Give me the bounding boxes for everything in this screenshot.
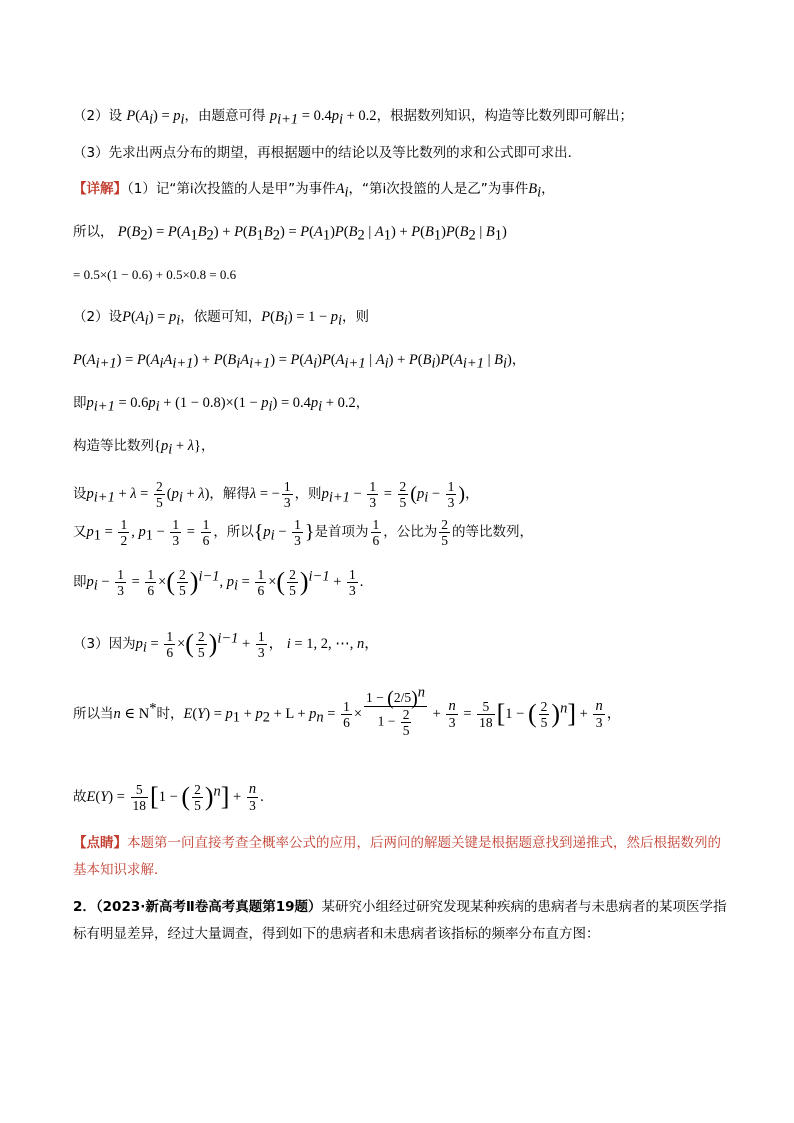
text: ，“第i次投篮的人是乙”为事件 (348, 181, 529, 197)
text: 故 (73, 789, 87, 805)
question-source: （2023·新高考Ⅱ卷高考真题第19题） (95, 899, 322, 915)
text: ， (541, 181, 555, 197)
text: ，根据数列知识，构造等比数列即可解出； (376, 108, 634, 124)
text: ，则 (342, 309, 370, 325)
text: ，解得 (209, 486, 250, 502)
text: 即 (73, 395, 87, 411)
solution-line-2: （2）设 $P(A_i) = p_i$，由题意可得 $p_{i+1} = 0.4p_i + 0.2$，根据数列知识，构造等比数列即可解出； (73, 108, 634, 128)
text: （2）设 (73, 108, 123, 124)
text: 又 (73, 524, 87, 540)
question-number: 2． (73, 899, 96, 915)
text: ， (465, 486, 479, 502)
text: ，所以 (213, 524, 254, 540)
text: 构造等比数列 (73, 438, 154, 454)
geometric-construct-line: 构造等比数列$\{p_i + \lambda\}$， (73, 438, 215, 458)
text: 所以当 (73, 706, 114, 722)
formula: P (126, 108, 136, 124)
text: 即 (73, 574, 87, 590)
tip-tag: 【点睛】 (73, 835, 127, 851)
text: ，由题意可得 (184, 108, 266, 124)
recurrence-line: 即$p_{i+1} = 0.6p_i + (1 - 0.8)\times(1 - p_i) = 0.4p_i + 0.2$， (73, 395, 370, 415)
total-prob-line: 所以， $P(B_2) = P(A_1B_2) + P(B_1B_2) = P(A_1)P(B_2$ | $A_1) + P(B_1)P(B_2$ | $B_1$) (73, 224, 507, 244)
text: 的等比数列， (452, 524, 533, 540)
part3-line: （3）因为$p_i$ = $\frac{1}{6}$ ×( $\frac{2}{5}$ )$^{i-1}$ + $\frac{1}{3}$ ， i = 1, 2, ⋯, n， (73, 628, 379, 660)
tip-text: 本题第一问直接考查全概率公式的应用，后两问的解题关键是根据题意找到递推式，然后根据数列的基本知识求解． (73, 835, 721, 878)
final-answer-line: 故E(Y) = $\frac{5}{18}$ [1 − ( $\frac{2}{5}$ )$^n$] + $\frac{n}{3}$ . (73, 781, 264, 813)
closed-form-line: 即$p_i$ − $\frac{1}{3}$ = $\frac{1}{6}$ ×( $\frac{2}{5}$ )$^{i-1}$, $p_i$ = $\frac{1}{6}$ ×( $\frac{2}{5}$ )$^{i-1}$ + $\frac{1}{3}$ . (73, 566, 364, 598)
text: （1）记“第i次投篮的人是甲”为事件 (127, 181, 336, 197)
part2-line: （2）设$P(A_i) = p_i$，依题可知，$P(B_i) = 1 - p_i$，则 (73, 309, 370, 329)
text: （3）因为 (73, 636, 136, 652)
text: ， (355, 395, 370, 411)
tip-paragraph (73, 830, 728, 884)
lambda-line: 设$p_{i+1} + \lambda$ = $\frac{2}{5}$ $(p_i + \lambda)$，解得λ = − $\frac{1}{3}$ ，则$p_{i+1}$ − $\frac{1}{3}$ = $\frac{2}{5}$ ($p_i$ − $\frac{1}{3}$ )， (73, 478, 479, 510)
text: ，依题可知， (180, 309, 262, 325)
expectation-line: 所以当n ∈ N*时，$E(Y) = p_1 + p_2 + L + p_n$ = $\frac{1}{6}$ × $1 - (2/5)^n$ 1 − $\frac{2}{5}$ + $\frac{n}{3}$ = $\frac{5}{18}$ [1 − ( $\frac{2}{5}$ )$^n$] + $\frac{n}{3}$ ， (73, 684, 622, 739)
text: 所以， (73, 224, 114, 240)
detail-heading-line: 【详解】（1）记“第i次投篮的人是甲”为事件$A_i$，“第i次投篮的人是乙”为事件$B_i$， (73, 181, 555, 201)
text: （2）设 (73, 309, 123, 325)
text: ，则 (294, 486, 322, 502)
recurrence-derivation-line: $P(A_{i+1}) = P(A_iA_{i+1}) + P(B_iA_{i+1}) = P(A_i)P(A_{i+1}$ | $A_i) + P(B_i)P(A_{i+1}$ | $B_i$)， (73, 352, 526, 372)
text: 时， (156, 706, 184, 722)
text: 是首项为 (314, 524, 369, 540)
detail-tag: 【详解】 (73, 181, 127, 197)
formula: p (269, 108, 278, 124)
first-term-line: 又$p_1$ = $\frac{1}{2}$ , $p_1$ − $\frac{1}{3}$ = $\frac{1}{6}$ ，所以{$p_i$ − $\frac{1}{3}$ }是首项为 $\frac{1}{6}$ ，公比为 $\frac{2}{5}$ 的等比数列， (73, 516, 533, 548)
question-2 (73, 894, 728, 948)
question-text: 某研究小组经过研究发现某种疾病的患病者与未患病者的某项医学指标有明显差异，经过大量调查，得到如下的患病者和未患病者该指标的频率分布直方图： (73, 899, 727, 942)
text: 设 (73, 486, 87, 502)
text: ，公比为 (383, 524, 438, 540)
solution-line-3: （3）先求出两点分布的期望，再根据题中的结论以及等比数列的求和公式即可求出． (73, 145, 582, 161)
numeric-result-line: = 0.5×(1 − 0.6) + 0.5×0.8 = 0.6 (73, 267, 237, 282)
